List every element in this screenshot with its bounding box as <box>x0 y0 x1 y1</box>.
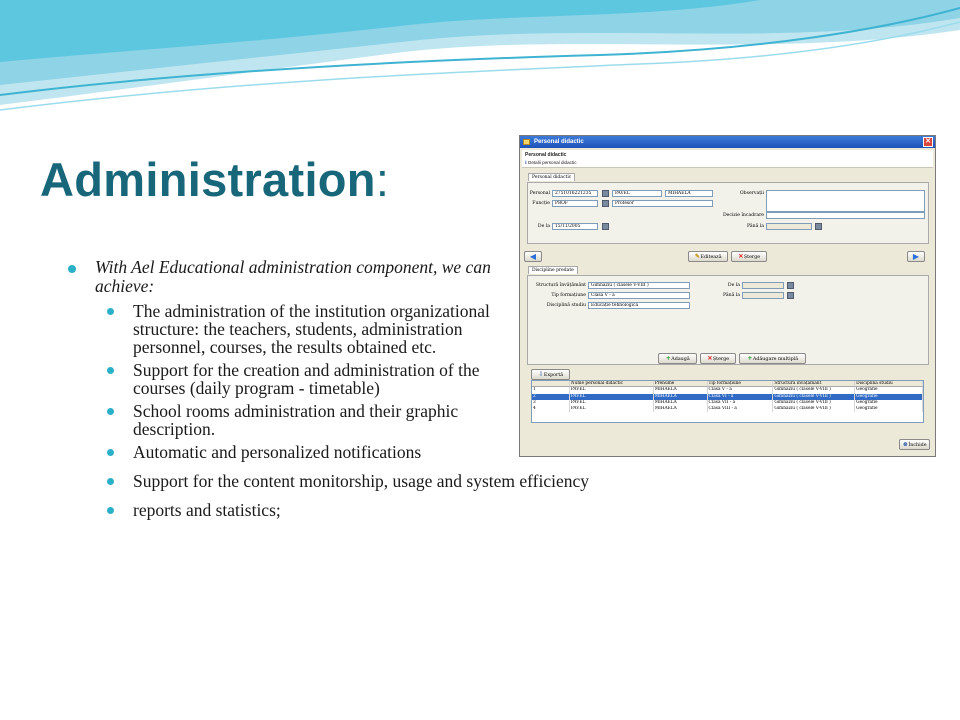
formation-type-select[interactable]: Clasa V - a <box>588 292 690 299</box>
add-button[interactable]: +Adaugă <box>658 353 697 364</box>
label-functie: Funcție <box>532 201 550 206</box>
disc-start-date-field[interactable] <box>742 282 784 289</box>
label-de-la: De la <box>537 224 550 229</box>
delete-icon: ✕ <box>707 355 713 362</box>
label-personal: Personal <box>529 191 550 196</box>
bullet-point: School rooms administration and their graphic description. <box>104 402 524 438</box>
label-pana-la: Până la <box>747 224 764 229</box>
label-structura: Structură învățământ <box>535 283 586 288</box>
notes-textarea[interactable] <box>766 190 925 212</box>
structure-select[interactable]: Gimnaziu ( clasele V-VIII ) <box>588 282 690 289</box>
delete-discipline-button[interactable]: ✕Șterge <box>700 353 736 364</box>
add-multiple-button[interactable]: +Adăugare multiplă <box>739 353 806 364</box>
close-icon[interactable]: ✕ <box>923 137 933 147</box>
panel-subtitle: ℹ Detalii personal didactic <box>525 160 577 166</box>
bullet-point: The administration of the institution organizational structure: the teachers, students, administration personnel, courses, the results obtained etc. <box>104 302 524 356</box>
bullet-point: Automatic and personalized notifications <box>104 443 524 461</box>
disc-end-date-field[interactable] <box>742 292 784 299</box>
tab-discipline-predate[interactable]: Discipline predate <box>528 266 578 274</box>
calendar-icon[interactable] <box>815 223 822 230</box>
edit-icon: ✎ <box>694 253 700 260</box>
cnp-field[interactable]: 2751016221235 <box>552 190 598 197</box>
end-date-field[interactable] <box>766 223 812 230</box>
intro-bullet: With Ael Educational administration component, we can achieve: <box>66 258 496 296</box>
panel-title: Personal didactic <box>525 152 567 158</box>
table-header-cell[interactable]: Nume personal didactic <box>570 381 654 387</box>
delete-icon: ✕ <box>738 253 744 260</box>
bullet-point: reports and statistics; <box>104 501 724 519</box>
close-button[interactable]: ⊗Închide <box>899 439 930 450</box>
edit-button[interactable]: ✎Editează <box>688 251 728 262</box>
function-desc-field[interactable]: Profesor <box>612 200 713 207</box>
bullet-point: Support for the content monitorship, usage and system efficiency <box>104 472 724 490</box>
discipline-select[interactable]: Educație tehnologică <box>588 302 690 309</box>
label-tip-formatiune: Tip formațiune <box>551 293 586 298</box>
slide-title: Administration: <box>40 153 390 206</box>
table-header-cell[interactable]: Disciplină studiu <box>855 381 923 387</box>
bullet-point: Support for the creation and administration of the courses (daily program - timetable) <box>104 361 524 397</box>
delete-button[interactable]: ✕Șterge <box>731 251 767 262</box>
label-decizie: Decizie încadrare <box>722 213 764 218</box>
label-disciplina: Disciplină studiu <box>546 303 586 308</box>
table-row-selected[interactable]: 2 PAVEL MIHAELA Clasa VI - a Gimnaziu ( clasele V-VIII ) Geografie <box>532 394 923 400</box>
last-name-field[interactable]: PAVEL <box>612 190 662 197</box>
label-disc-de-la: De la <box>727 283 740 288</box>
table-header-cell[interactable]: Tip formațiune <box>708 381 774 387</box>
first-name-field[interactable]: MIHAELA <box>665 190 713 197</box>
lookup-icon[interactable] <box>602 200 609 207</box>
table-row[interactable]: 4 PAVEL MIHAELA Clasa VIII - a Gimnaziu ( clasele V-VIII ) Geografie <box>532 406 923 412</box>
tab-personal-didactic[interactable]: Personal didactic <box>528 173 575 181</box>
table-row[interactable]: 1 PAVEL MIHAELA Clasa V - a Gimnaziu ( clasele V-VIII ) Geografie <box>532 387 923 393</box>
table-header-cell[interactable]: Structură învățământ <box>773 381 855 387</box>
plus-icon: + <box>747 355 753 362</box>
next-arrow-icon[interactable]: ▶ <box>907 251 925 262</box>
start-date-field[interactable]: 15/11/2005 <box>552 223 598 230</box>
lookup-icon[interactable] <box>602 190 609 197</box>
calendar-icon[interactable] <box>602 223 609 230</box>
disciplines-table <box>531 380 924 423</box>
label-disc-pana-la: Până la <box>723 293 740 298</box>
table-row[interactable]: 3 PAVEL MIHAELA Clasa VII - a Gimnaziu ( clasele V-VIII ) Geografie <box>532 400 923 406</box>
function-code-field[interactable]: PROF <box>552 200 598 207</box>
calendar-icon[interactable] <box>787 292 794 299</box>
plus-icon: + <box>665 355 671 362</box>
export-icon: ⇩ <box>538 371 544 378</box>
wave-header-decoration <box>0 0 960 120</box>
window-titlebar <box>520 136 935 148</box>
decision-field[interactable] <box>766 212 925 219</box>
calendar-icon[interactable] <box>787 282 794 289</box>
window-icon <box>523 139 530 145</box>
label-observatii: Observații <box>739 191 764 196</box>
previous-arrow-icon[interactable]: ◀ <box>524 251 542 262</box>
table-header-cell[interactable]: Prenume <box>654 381 708 387</box>
export-button[interactable]: ⇩Exportă <box>531 369 570 380</box>
window-title: Personal didactic <box>534 139 584 145</box>
exit-icon: ⊗ <box>902 441 908 448</box>
panel-header <box>522 150 933 168</box>
